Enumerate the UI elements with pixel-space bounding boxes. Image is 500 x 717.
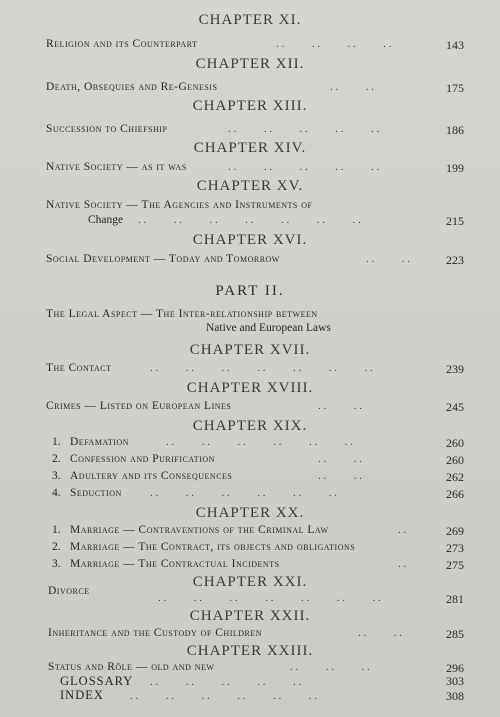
toc-entry-title: Divorce — [48, 585, 90, 597]
leader-dots: . . . . — [318, 470, 362, 482]
toc-entry-title: Death, Obsequies and Re-Genesis — [46, 81, 218, 93]
page-number: 175 — [446, 81, 464, 95]
chapter-heading: CHAPTER XX. — [195, 505, 305, 521]
toc-item-number: 1. — [52, 436, 61, 448]
chapter-heading: CHAPTER XVI. — [192, 232, 308, 248]
toc-entry-title-line2: Change — [88, 214, 124, 226]
toc-item-number: 2. — [52, 541, 61, 553]
leader-dots: . . . . . . . . . . . . . . — [150, 362, 373, 374]
part-title-line2: Native and European Laws — [206, 322, 331, 334]
index-title: INDEX — [60, 688, 104, 702]
chapter-heading: CHAPTER XIX. — [192, 418, 308, 434]
page-number: 281 — [446, 592, 464, 606]
chapter-heading: CHAPTER XVIII. — [186, 380, 314, 396]
leader-dots: . . . . — [366, 253, 410, 265]
leader-dots: . . . . . . . . . . — [150, 676, 302, 688]
page-number: 285 — [446, 627, 464, 641]
chapter-heading: CHAPTER XXIII. — [186, 643, 314, 659]
toc-entry-title: Marriage — The Contractual Incidents — [70, 558, 280, 570]
leader-dots: . . . . . . . . . . . . . . — [138, 214, 361, 226]
toc-entry-title: Social Development — Today and Tomorrow — [46, 253, 280, 265]
toc-entry-title: Crimes — Listed on European Lines — [46, 400, 232, 412]
page-number: 273 — [446, 541, 464, 555]
chapter-heading: CHAPTER XI. — [198, 12, 302, 28]
leader-dots: . . . . — [318, 400, 362, 412]
chapter-heading: CHAPTER XXII. — [189, 608, 311, 624]
toc-entry-title: Confession and Purification — [70, 453, 215, 465]
chapter-heading: CHAPTER XIV. — [193, 140, 307, 156]
glossary-title: GLOSSARY — [60, 674, 134, 688]
page-number: 223 — [446, 253, 464, 267]
toc-entry-title-line1: Native Society — The Agencies and Instruments of — [46, 199, 313, 211]
leader-dots: . . . . . . . . . . . . — [166, 436, 353, 448]
leader-dots: . . . . . . . . . . . . . . — [158, 592, 381, 604]
page-number: 199 — [446, 161, 464, 175]
toc-item-number: 3. — [52, 470, 61, 482]
toc-entry-title: Succession to Chiefship — [46, 123, 168, 135]
leader-dots: . . . . . . . . . . . . — [130, 690, 317, 702]
toc-item-number: 1. — [52, 524, 61, 536]
chapter-heading: CHAPTER XVII. — [189, 342, 311, 358]
page-number: 260 — [446, 453, 464, 467]
toc-entry-title: Inheritance and the Custody of Children — [48, 627, 263, 639]
chapter-heading: CHAPTER XXI. — [192, 574, 308, 590]
toc-item-number: 4. — [52, 487, 61, 499]
page-number: 303 — [446, 674, 464, 688]
chapter-heading: CHAPTER XV. — [196, 178, 304, 194]
page-number: 245 — [446, 400, 464, 414]
leader-dots: . . . . . . . . — [276, 38, 392, 50]
page-number: 308 — [446, 689, 464, 703]
part-heading: PART II. — [215, 283, 285, 299]
toc-entry-title: Adultery and its Consequences — [70, 470, 233, 482]
leader-dots: . . . . — [358, 627, 402, 639]
page-number: 269 — [446, 524, 464, 538]
page-number: 262 — [446, 470, 464, 484]
page-number: 239 — [446, 362, 464, 376]
toc-entry-title: Marriage — Contraventions of the Criminal Law — [70, 524, 329, 536]
part-title-line1: The Legal Aspect — The Inter-relationship between — [46, 308, 318, 320]
page-number: 143 — [446, 38, 464, 52]
toc-entry-title: The Contact — [46, 362, 112, 374]
leader-dots: . . . . . . . . . . — [228, 161, 380, 173]
leader-dots: . . . . . . . . . . — [228, 123, 380, 135]
toc-entry-title: Marriage — The Contract, its objects and obligations — [70, 541, 356, 553]
page-number: 275 — [446, 558, 464, 572]
toc-item-number: 3. — [52, 558, 61, 570]
leader-dots: . . — [398, 524, 407, 536]
chapter-heading: CHAPTER XII. — [195, 56, 305, 72]
leader-dots: . . . . — [318, 453, 362, 465]
chapter-heading: CHAPTER XIII. — [192, 98, 308, 114]
toc-entry-title: Seduction — [70, 487, 122, 499]
leader-dots: . . — [398, 558, 407, 570]
page-number: 296 — [446, 661, 464, 675]
page-number: 215 — [446, 214, 464, 228]
leader-dots: . . . . . . . . . . . . — [150, 487, 337, 499]
toc-entry-title: Defamation — [70, 436, 129, 448]
page-number: 266 — [446, 487, 464, 501]
toc-item-number: 2. — [52, 453, 61, 465]
toc-entry-title: Status and Rôle — old and new — [48, 661, 215, 673]
toc-entry-title: Native Society — as it was — [46, 161, 187, 173]
toc-entry-title: Religion and its Counterpart — [46, 38, 198, 50]
leader-dots: . . . . . . — [290, 661, 370, 673]
page-number: 186 — [446, 123, 464, 137]
page-number: 260 — [446, 436, 464, 450]
leader-dots: . . . . — [330, 81, 374, 93]
